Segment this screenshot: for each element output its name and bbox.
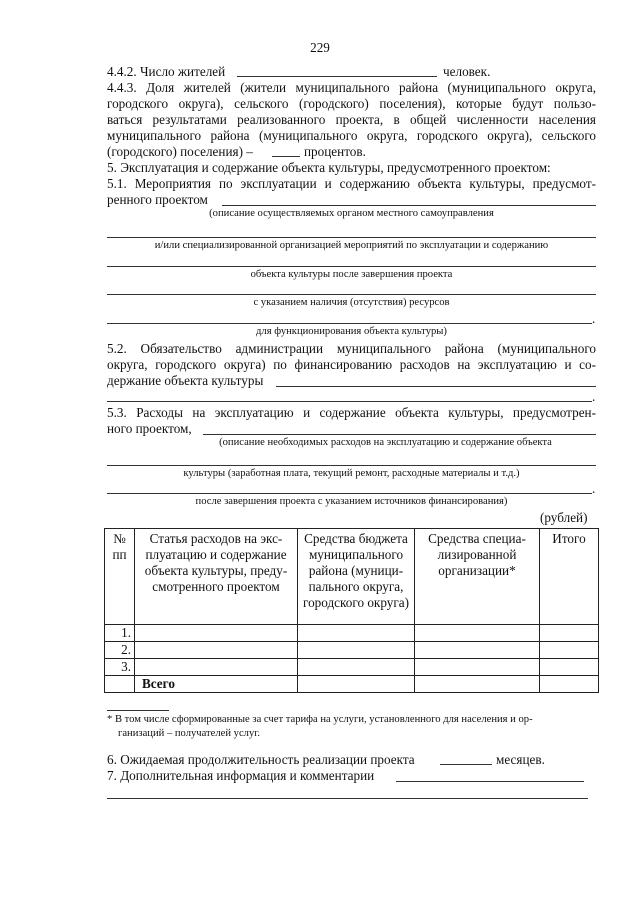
section-5-1-caption-5: для функционирования объекта культуры) [256, 326, 447, 337]
total-row-number [105, 676, 135, 693]
section-6-label: 6. Ожидаемая продолжительность реализации проекта [107, 752, 415, 767]
total-cell[interactable] [540, 625, 599, 642]
residents-count-label: 4.4.2. Число жителей [107, 64, 226, 79]
page-number: 229 [310, 40, 330, 55]
percent-field[interactable] [272, 156, 300, 157]
header-number: № пп [105, 529, 135, 625]
specialized-org-cell[interactable] [415, 625, 540, 642]
grand-total-cell[interactable] [540, 676, 599, 693]
section-5-2-line-1: 5.2. Обязательство администрации муниципального района (муниципального [107, 341, 596, 356]
section-5-3-field-3[interactable] [107, 493, 592, 494]
section-5-2-line-3: держание объекта культуры [107, 373, 264, 388]
footnote-line-1: * В том числе сформированные за счет тарифа на услуги, установленного для населения и ор- [107, 714, 533, 725]
total-municipal-budget-cell[interactable] [298, 676, 415, 693]
share-residents-line-3: ваться результатами реализованного проекта, в общей численности населения [107, 112, 596, 127]
share-residents-line-1: 4.4.3. Доля жителей (жители муниципального района (муниципального округа, [107, 80, 596, 95]
section-5-1-caption-1: (описание осуществляемых органом местного самоуправления [209, 208, 494, 219]
table-row [105, 642, 599, 659]
section-5-3-caption-3: после завершения проекта с указанием источников финансирования) [195, 496, 508, 507]
section-5-1-line-2: ренного проектом [107, 192, 208, 207]
section-5-3-caption-2: культуры (заработная плата, текущий ремонт, расходные материалы и т.д.) [183, 468, 520, 479]
section-5-1-end-dot: . [592, 311, 596, 326]
specialized-org-cell[interactable] [415, 642, 540, 659]
expense-item-cell[interactable] [135, 659, 298, 676]
residents-count-field[interactable] [237, 76, 437, 77]
header-specialized-org: Средства специа-лизированной организации* [415, 529, 540, 625]
section-5-3-caption-1: (описание необходимых расходов на эксплуатацию и содержание объекта [219, 437, 552, 448]
footnote-separator [107, 710, 169, 711]
section-5-1-caption-4: с указанием наличия (отсутствия) ресурсов [253, 297, 450, 308]
expense-item-cell[interactable] [135, 625, 298, 642]
specialized-org-cell[interactable] [415, 659, 540, 676]
share-residents-line-5: (городского) поселения) – [107, 144, 253, 159]
table-row [105, 625, 599, 642]
expenses-table [104, 528, 599, 693]
section-5-1-caption-3: объекта культуры после завершения проекта [250, 269, 453, 280]
table-unit: (рублей) [540, 510, 588, 525]
total-row-label: Всего [135, 676, 298, 693]
section-5-3-field-2[interactable] [107, 465, 596, 466]
table-total-row [105, 676, 599, 693]
percent-suffix: процентов. [304, 144, 366, 159]
footnote-line-2: ганизаций – получателей услуг. [118, 728, 261, 739]
additional-info-field-2[interactable] [107, 798, 588, 799]
expense-item-cell[interactable] [135, 642, 298, 659]
section-5-1-caption-2: и/или специализированной организацией мероприятий по эксплуатации и содержанию [154, 240, 549, 251]
total-cell[interactable] [540, 659, 599, 676]
section-5-1-field-1[interactable] [222, 205, 596, 206]
section-5-1-field-5[interactable] [107, 323, 592, 324]
additional-info-field-1[interactable] [396, 781, 584, 782]
municipal-budget-cell[interactable] [298, 642, 415, 659]
section-5-1-line-1: 5.1. Мероприятия по эксплуатации и содержанию объекта культуры, предусмот- [107, 176, 596, 191]
share-residents-line-4: муниципального района (муниципального округа, городского округа), сельского [107, 128, 596, 143]
row-number: 2. [105, 642, 135, 659]
section-5-title: 5. Эксплуатация и содержание объекта культуры, предусмотренного проектом: [107, 160, 551, 175]
share-residents-line-2: городского округа), сельского (городского) поселения), которые будут пользо- [107, 96, 596, 111]
duration-field[interactable] [440, 764, 492, 765]
section-6-suffix: месяцев. [496, 752, 545, 767]
section-5-2-field-1[interactable] [276, 386, 596, 387]
table-row [105, 659, 599, 676]
section-5-3-line-1: 5.3. Расходы на эксплуатацию и содержание объекта культуры, предусмотрен- [107, 405, 596, 420]
section-5-3-line-2: ного проектом, [107, 421, 192, 436]
header-municipal-budget: Средства бюджета муниципального района (муници-пального округа, городского округа) [298, 529, 415, 625]
row-number: 3. [105, 659, 135, 676]
section-5-1-field-3[interactable] [107, 266, 596, 267]
total-cell[interactable] [540, 642, 599, 659]
row-number: 1. [105, 625, 135, 642]
section-5-3-field-1[interactable] [203, 434, 596, 435]
header-total: Итого [540, 529, 599, 625]
header-expense-item: Статья расходов на экс-плуатацию и содержание объекта культуры, преду-смотренного проектом [135, 529, 298, 625]
residents-count-suffix: человек. [443, 64, 491, 79]
section-5-1-field-2[interactable] [107, 237, 596, 238]
section-5-3-end-dot: . [592, 481, 596, 496]
section-5-1-field-4[interactable] [107, 294, 596, 295]
section-5-2-field-2[interactable] [107, 401, 592, 402]
total-specialized-org-cell[interactable] [415, 676, 540, 693]
section-5-2-line-2: округа, городского округа) по финансированию расходов на эксплуатацию и со- [107, 357, 596, 372]
municipal-budget-cell[interactable] [298, 625, 415, 642]
section-7-label: 7. Дополнительная информация и комментарии [107, 768, 375, 783]
section-5-2-end-dot: . [592, 389, 596, 404]
municipal-budget-cell[interactable] [298, 659, 415, 676]
